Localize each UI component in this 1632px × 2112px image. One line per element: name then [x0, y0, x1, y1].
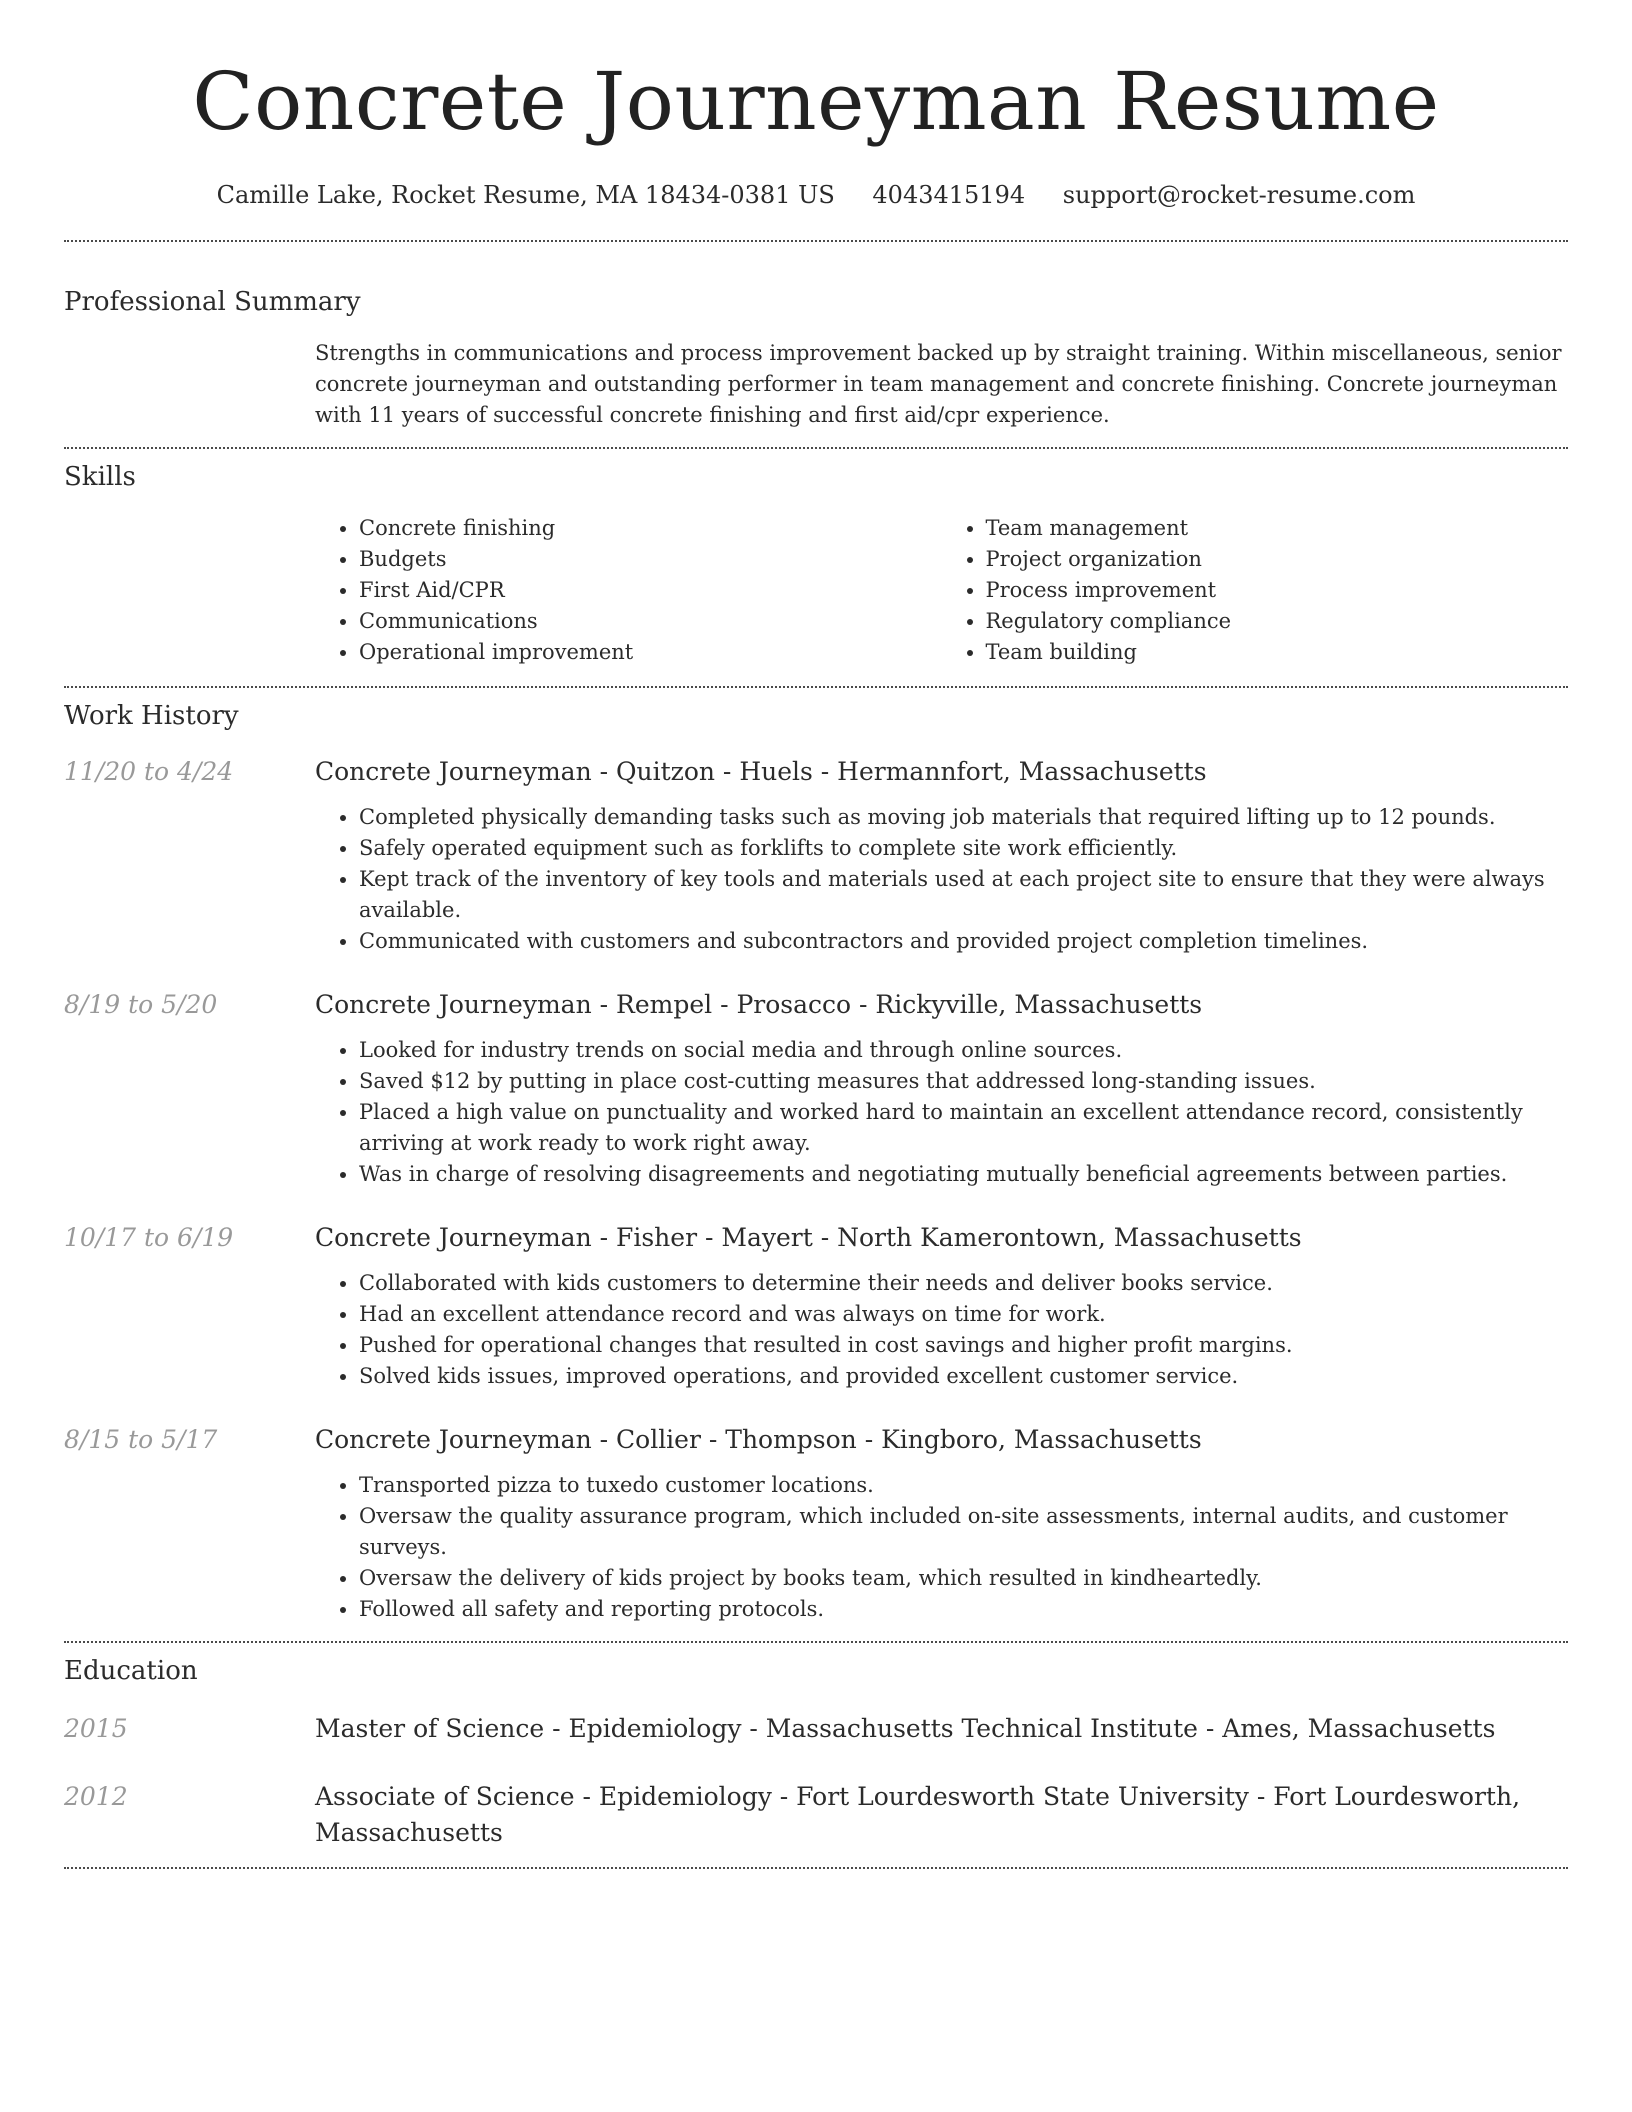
- job-duty: • Pushed for operational changes that resulted in cost savings and higher profit margins.: [359, 1330, 1568, 1361]
- job-entry: [64, 1422, 1568, 1625]
- summary-heading: Professional Summary: [64, 287, 361, 317]
- job-entry: [64, 1220, 1568, 1392]
- job-duty: • Looked for industry trends on social media and through online sources.: [359, 1035, 1568, 1066]
- job-duties: [315, 1035, 1568, 1190]
- job-header: [64, 1220, 1568, 1256]
- job-header: [64, 1422, 1568, 1458]
- contact-phone: 4043415194: [872, 181, 1026, 209]
- skills-list: [315, 513, 1568, 668]
- contact-line: [64, 178, 1568, 212]
- education-section: [64, 1653, 1568, 1851]
- education-entry: [64, 1711, 1568, 1747]
- education-entry: [64, 1779, 1568, 1851]
- skills-heading: Skills: [64, 462, 136, 492]
- job-dates: 8/15 to 5/17: [64, 1425, 218, 1454]
- page-title: Concrete Journeyman Resume: [192, 55, 1440, 148]
- work-history-section: [64, 698, 1568, 1625]
- job-duty: • Followed all safety and reporting protocols.: [359, 1594, 1568, 1625]
- job-duty: • Had an excellent attendance record and was always on time for work.: [359, 1299, 1568, 1330]
- job-dates: 11/20 to 4/24: [64, 757, 234, 786]
- skill-item: • Operational improvement: [359, 637, 942, 668]
- education-year: 2015: [64, 1714, 128, 1743]
- divider: [64, 1641, 1568, 1643]
- education-degree: Associate of Science - Epidemiology - Fort Lourdesworth State University - Fort Lourdesworth, Massachusetts: [315, 1782, 1521, 1847]
- skills-column-right: [942, 513, 1569, 668]
- education-degree: Master of Science - Epidemiology - Massachusetts Technical Institute - Ames, Massachusetts: [315, 1714, 1496, 1743]
- skills-column-left: [315, 513, 942, 668]
- contact-email: support@rocket-resume.com: [1062, 181, 1416, 209]
- job-header: [64, 987, 1568, 1023]
- education-year: 2012: [64, 1782, 128, 1811]
- skill-item: • Concrete finishing: [359, 513, 942, 544]
- job-duty: • Transported pizza to tuxedo customer locations.: [359, 1470, 1568, 1501]
- job-duty: • Safely operated equipment such as forklifts to complete site work efficiently.: [359, 833, 1568, 864]
- divider: [64, 686, 1568, 688]
- job-dates: 8/19 to 5/20: [64, 990, 218, 1019]
- job-entry: [64, 987, 1568, 1190]
- skill-item: • Team management: [986, 513, 1569, 544]
- job-duty: • Solved kids issues, improved operations, and provided excellent customer service.: [359, 1361, 1568, 1392]
- job-duty: • Kept track of the inventory of key tools and materials used at each project site to ensure that they were always available.: [359, 864, 1568, 926]
- job-duty: • Collaborated with kids customers to determine their needs and deliver books service.: [359, 1268, 1568, 1299]
- job-duties: [315, 1470, 1568, 1625]
- job-duty: • Oversaw the delivery of kids project by books team, which resulted in kindheartedly.: [359, 1563, 1568, 1594]
- job-duty: • Communicated with customers and subcontractors and provided project completion timelines.: [359, 926, 1568, 957]
- skill-item: • Regulatory compliance: [986, 606, 1569, 637]
- divider: [64, 447, 1568, 449]
- skill-item: • Communications: [359, 606, 942, 637]
- summary-text: Strengths in communications and process improvement backed up by straight training. Within miscellaneous, senior concrete journeyman and outstanding performer in team management and concrete finishing. Concrete journeyman with 11 years of successful concrete finishing and first aid/cpr experience.: [315, 341, 1562, 427]
- job-duties: [315, 802, 1568, 957]
- summary-section: [64, 284, 1568, 431]
- job-duty: • Completed physically demanding tasks such as moving job materials that required lifting up to 12 pounds.: [359, 802, 1568, 833]
- job-header: [64, 754, 1568, 790]
- contact-address: Camille Lake, Rocket Resume, MA 18434-0381 US: [216, 181, 835, 209]
- job-entry: [64, 754, 1568, 957]
- job-title: Concrete Journeyman - Quitzon - Huels - Hermannfort, Massachusetts: [315, 757, 1207, 786]
- job-title: Concrete Journeyman - Fisher - Mayert - North Kamerontown, Massachusetts: [315, 1223, 1302, 1252]
- job-dates: 10/17 to 6/19: [64, 1223, 234, 1252]
- skill-item: • Project organization: [986, 544, 1569, 575]
- job-title: Concrete Journeyman - Rempel - Prosacco - Rickyville, Massachusetts: [315, 990, 1203, 1019]
- skill-item: • Budgets: [359, 544, 942, 575]
- job-duty: • Saved $12 by putting in place cost-cutting measures that addressed long-standing issues.: [359, 1066, 1568, 1097]
- job-duties: [315, 1268, 1568, 1392]
- work-history-heading: Work History: [64, 701, 239, 731]
- skill-item: • First Aid/CPR: [359, 575, 942, 606]
- skills-section: [64, 459, 1568, 668]
- job-duty: • Placed a high value on punctuality and worked hard to maintain an excellent attendance record, consistently arriving at work ready to work right away.: [359, 1097, 1568, 1159]
- job-title: Concrete Journeyman - Collier - Thompson - Kingboro, Massachusetts: [315, 1425, 1202, 1454]
- education-heading: Education: [64, 1656, 198, 1686]
- skill-item: • Team building: [986, 637, 1569, 668]
- divider: [64, 1867, 1568, 1869]
- job-duty: • Oversaw the quality assurance program, which included on-site assessments, internal audits, and customer surveys.: [359, 1501, 1568, 1563]
- skill-item: • Process improvement: [986, 575, 1569, 606]
- divider: [64, 240, 1568, 242]
- job-duty: • Was in charge of resolving disagreements and negotiating mutually beneficial agreements between parties.: [359, 1159, 1568, 1190]
